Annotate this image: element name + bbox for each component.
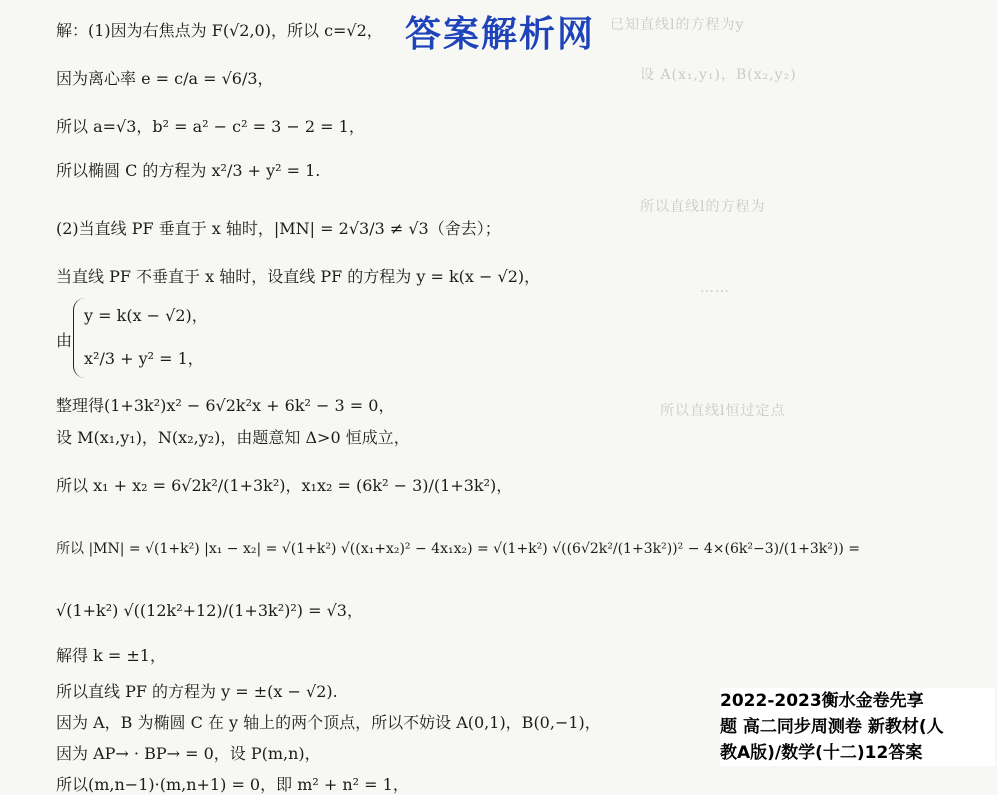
solution-line: x²/3 + y² = 1， <box>84 349 204 368</box>
solution-line: 整理得(1+3k²)x² − 6√2k²x + 6k² − 3 = 0， <box>56 396 395 415</box>
bleed-through-text: 所以直线l恒过定点 <box>660 403 786 419</box>
caption-line: 教A版)/数学(十二)12答案 <box>720 743 923 763</box>
solution-line: 因为 A，B 为椭圆 C 在 y 轴上的两个顶点，所以不妨设 A(0,1)，B(0,−1)， <box>56 713 601 732</box>
solution-line: 因为 AP→ · BP→ = 0，设 P(m,n)， <box>56 744 321 763</box>
solution-line: 所以 a=√3，b² = a² − c² = 3 − 2 = 1， <box>56 117 365 136</box>
bleed-through-text: …… <box>700 280 730 296</box>
solution-line: 由 <box>56 331 73 350</box>
solution-line: y = k(x − √2)， <box>84 306 208 325</box>
caption-line: 2022-2023衡水金卷先享 <box>720 691 924 711</box>
watermark: 答案解析网 <box>405 14 596 55</box>
solution-line: (2)当直线 PF 垂直于 x 轴时，|MN| = 2√3/3 ≠ √3（舍去）； <box>56 219 501 238</box>
solution-line: 解：(1)因为右焦点为 F(√2,0)，所以 c=√2， <box>56 21 383 40</box>
solution-line: √(1+k²) √((12k²+12)/(1+3k²)²) = √3， <box>56 601 363 620</box>
bleed-through-text: 已知直线l的方程为y <box>610 17 745 33</box>
solution-line: 所以 |MN| = √(1+k²) |x₁ − x₂| = √(1+k²) √((x₁+x₂)² − 4x₁x₂) = √(1+k²) √((6√2k²/(1+3k²))² − 4×(6k²−3)/(1+3k²)) = <box>56 541 860 557</box>
bleed-through-text: 所以直线l的方程为 <box>640 199 766 215</box>
solution-line: 所以(m,n−1)·(m,n+1) = 0，即 m² + n² = 1， <box>56 775 409 794</box>
solution-line: 所以 x₁ + x₂ = 6√2k²/(1+3k²)，x₁x₂ = (6k² − 3)/(1+3k²)， <box>56 476 513 495</box>
solution-line: 所以直线 PF 的方程为 y = ±(x − √2). <box>56 682 338 701</box>
caption-line: 题 高二同步周测卷 新教材(人 <box>720 717 944 737</box>
solution-line: 因为离心率 e = c/a = √6/3， <box>56 69 274 88</box>
bleed-through-text: 设 A(x₁,y₁)，B(x₂,y₂) <box>640 67 797 83</box>
solution-line: 设 M(x₁,y₁)，N(x₂,y₂)，由题意知 Δ>0 恒成立， <box>56 428 410 447</box>
solution-line: 解得 k = ±1， <box>56 646 166 665</box>
solution-line: 当直线 PF 不垂直于 x 轴时，设直线 PF 的方程为 y = k(x − √2)， <box>56 267 541 286</box>
solution-line: 所以椭圆 C 的方程为 x²/3 + y² = 1. <box>56 161 321 180</box>
source-caption <box>720 688 995 766</box>
